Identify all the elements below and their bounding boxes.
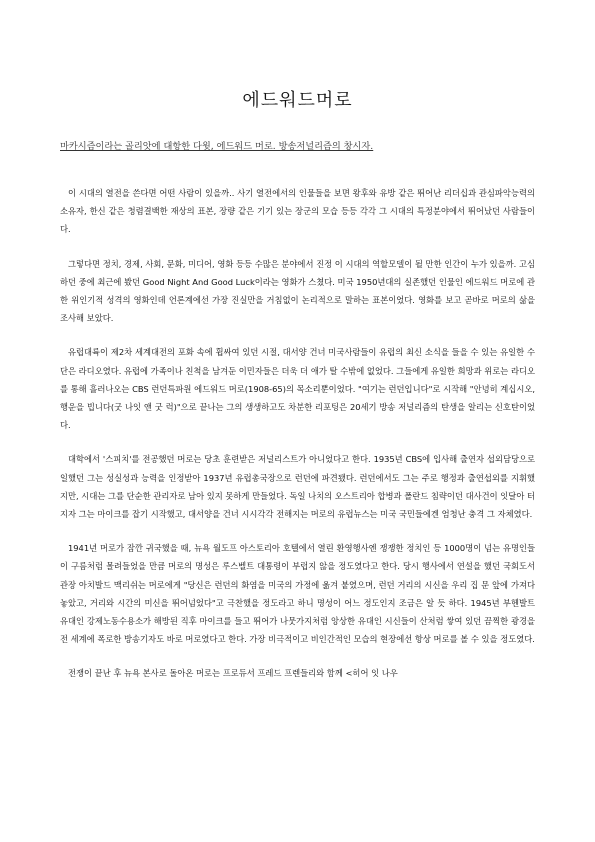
paragraph-3: 유럽대륙이 제2차 세계대전의 포화 속에 휩싸여 있던 시절, 대서양 건너 미국사람들이 유럽의 최신 소식을 들을 수 있는 유일한 수단은 라디오였다. 유럽에 가족이나 친척을 남겨둔 이민자들은 더욱 더 애가 탈 수밖에 없었다. 그들에게 유일한 희망과 위로는 라디오를 통해 흘러나오는 CBS 런던특파원 에드워드 머로(1908-65)의 목소리뿐이었다. "여기는 런던입니다"로 시작해 "안녕히 계십시오, 행운을 빕니다(굿 나잇 앤 굿 럭)"으로 끝나는 그의 생생하고도 차분한 리포팅은 20세기 방송 저널리즘의 탄생을 알리는 신호탄이었다.	[60, 347, 535, 431]
document-title: 에드워드머로	[242, 90, 353, 111]
document-subtitle: 마카시즘이라는 골리앗에 대항한 다윗, 에드워드 머로. 방송저널리즘의 창시자.	[60, 141, 374, 152]
paragraph-2: 그렇다면 정치, 경제, 사회, 문화, 미디어, 영화 등등 수많은 분야에서 진정 이 시대의 역할모델이 될 만한 인간이 누가 있을까. 고심하던 중에 최근에 봤던 Good Night And Good Luck이라는 영화가 스쳤다. 미국 1950년대의 실존했던 인물인 에드워드 머로에 관한 위인기적 성격의 영화인데 언론계에선 가장 진실만을 거침없이 논리적으로 말하는 표본이었다. 영화를 보고 곧바로 머로의 삶을 조사해 보았다.	[60, 258, 535, 324]
paragraph-6: 전쟁이 끝난 후 뉴욕 본사로 돌아온 머로는 프로듀서 프레드 프렌들리와 함께 <히어 잇 나우	[68, 668, 398, 679]
paragraph-5: 1941년 머로가 잠깐 귀국했을 때, 뉴욕 월도프 아스토리아 호텔에서 열린 환영행사엔 쟁쟁한 정치인 등 1000명이 넘는 유명인들이 구름처럼 몰려들었을 만큼 머로의 명성은 루스벨트 대통령이 부럽지 않을 정도였다고 한다. 당시 행사에서 연설을 했던 국회도서관장 아치발드 맥리쉬는 머로에게 "당신은 런던의 화염을 미국의 가정에 옮겨 붙였으며, 런던 거리의 시신을 우리 집 문 앞에 가져다 놓았고, 거리와 시간의 미신을 뛰어넘었다"고 극찬했을 정도라고 하니 명성이 어느 정도인지 조금은 알 듯 하다. 1945년 부헨발트 유대인 강제노동수용소가 해방된 직후 마이크를 들고 뛰어가 나뭇가지처럼 앙상한 유대인 시신들이 산처럼 쌓여 있던 끔찍한 광경을 전 세계에 폭로한 방송기자도 바로 머로였다고 한다. 가장 비극적이고 비인간적인 모습의 현장에선 항상 머로를 볼 수 있을 정도였다.	[60, 543, 535, 645]
paragraph-4: 대학에서 '스피치'를 전공했던 머로는 당초 훈련받은 저널리스트가 아니었다고 한다. 1935년 CBS에 입사해 출연자 섭외담당으로 일했던 그는 성실성과 능력을 인정받아 1937년 유럽총국장으로 런던에 파견됐다. 런던에서도 그는 주로 행정과 출연섭외를 지휘했지만, 시대는 그를 단순한 관리자로 남아 있지 못하게 만들었다. 독일 나치의 오스트리아 합병과 폴란드 침략이던 대사건이 잇달아 터지자 그는 마이크를 잡기 시작했고, 대서양을 건너 시시각각 전해지는 머로의 유럽뉴스는 미국 국민들에겐 엄청난 충격 그 자체였다.	[60, 454, 535, 520]
paragraph-1: 이 시대의 열전을 쓴다면 어떤 사람이 있을까.. 사기 열전에서의 인물들을 보면 왕후와 유방 같은 뛰어난 리더십과 관심파악능력의 소유자, 한신 같은 청렴결백한 재상의 표본, 장량 같은 기기 있는 장군의 모습 등등 각각 그 시대의 특정분야에서 뛰어났던 사람들이다.	[60, 188, 535, 235]
